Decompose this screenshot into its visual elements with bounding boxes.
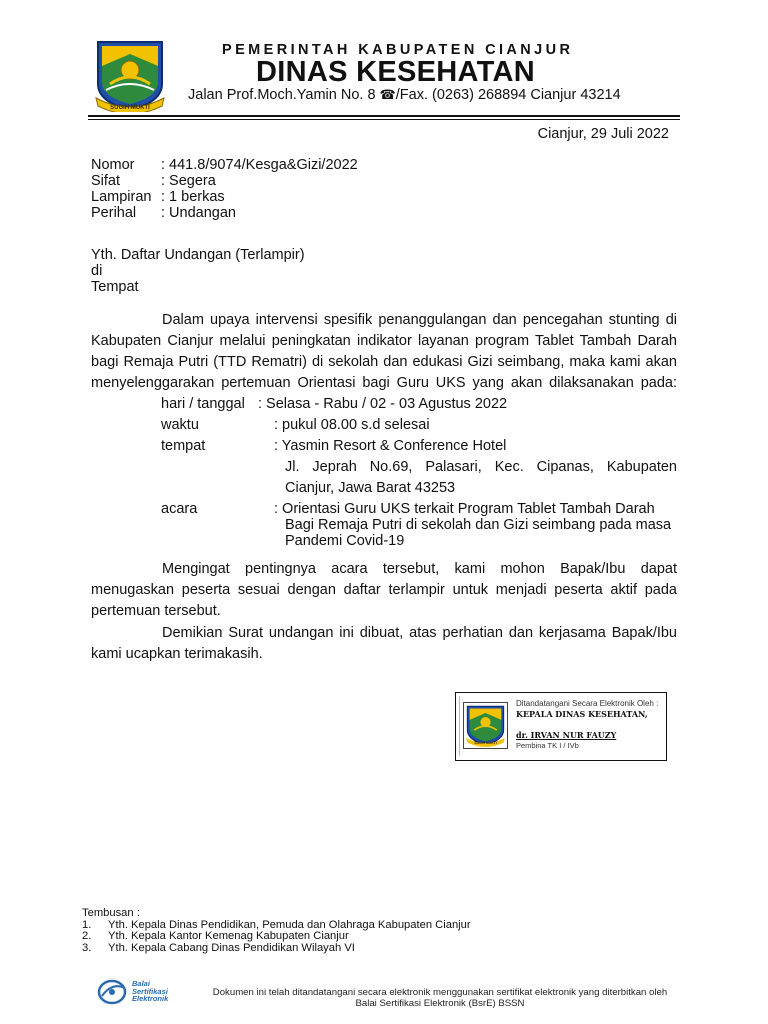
signature-logo-motto: SUGIH MUKTI: [474, 741, 497, 746]
detail-value: : Orientasi Guru UKS terkait Program Tablet Tambah Darah: [274, 501, 655, 517]
meta-key: Nomor: [91, 157, 135, 173]
meta-value: : Undangan: [161, 205, 236, 221]
header-rule-thin: [88, 119, 680, 120]
paragraph-line: Dalam upaya intervensi spesifik penanggulangan dan pencegahan stunting di: [162, 312, 677, 328]
signer-rank: Pembina TK I / IVb: [516, 741, 579, 750]
agency-address: [188, 87, 621, 103]
signer-position: KEPALA DINAS KESEHATAN,: [516, 709, 648, 719]
telephone-icon: ☎: [379, 87, 396, 102]
tembusan-text: Yth. Kepala Dinas Pendidikan, Pemuda dan Olahraga Kabupaten Cianjur: [108, 918, 471, 931]
bsre-logo-word: Sertifikasi: [132, 986, 168, 996]
tembusan-number: 1.: [82, 918, 92, 931]
paragraph-line: Demikian Surat undangan ini dibuat, atas perhatian dan kerjasama Bapak/Ibu: [162, 625, 677, 641]
electronic-signature-footer-note: [190, 987, 690, 1009]
footer-note-line: Balai Sertifikasi Elektronik (BsrE) BSSN: [355, 998, 525, 1009]
tembusan-item: [82, 943, 471, 955]
detail-hari: [161, 396, 507, 412]
detail-acara-line-3: Pandemi Covid-19: [285, 533, 405, 549]
detail-acara-line-2: Bagi Remaja Putri di sekolah dan Gizi seimbang pada masa: [285, 517, 672, 533]
tembusan-text: Yth. Kepala Cabang Dinas Pendidikan Wilayah VI: [108, 941, 355, 954]
detail-key: waktu: [161, 417, 199, 433]
meta-row-nomor: [91, 157, 358, 173]
government-title: PEMERINTAH KABUPATEN CIANJUR: [222, 42, 574, 58]
bsre-logo-text: [132, 980, 168, 1003]
tembusan-number: 2.: [82, 930, 92, 943]
paragraph-line: Kabupaten Cianjur melalui peningkatan indikator layanan program Tablet Tambah Darah: [91, 333, 677, 349]
meta-key: Lampiran: [91, 189, 152, 205]
footer-note-line: Dokumen ini telah ditandatangani secara elektronik menggunakan sertifikat elektronik yang diterbitkan oleh: [212, 987, 668, 998]
bsre-logo-word: Balai: [132, 979, 150, 988]
meta-key: Sifat: [91, 173, 121, 189]
meta-value: : Segera: [161, 173, 216, 189]
detail-value: : pukul 08.00 s.d selesai: [274, 417, 430, 433]
paragraph-line: Mengingat pentingnya acara tersebut, kami mohon Bapak/Ibu dapat: [162, 561, 677, 577]
closing-paragraph-2: [91, 623, 677, 665]
paragraph-line: bagi Remaja Putri (TTD Rematri) di sekolah dan edukasi Gizi seimbang, maka kami akan: [91, 354, 677, 370]
letter-meta: [91, 157, 358, 221]
paragraph-line: menyelenggarakan pertemuan Orientasi bagi Guru UKS yang akan dilaksanakan pada:: [91, 375, 677, 391]
recipient-line: Tempat: [91, 279, 139, 295]
intro-paragraph: [91, 310, 677, 394]
closing-paragraph-1: [91, 559, 677, 622]
meta-key: Perihal: [91, 205, 137, 221]
recipient-line: di: [91, 263, 103, 279]
tembusan-number: 3.: [82, 941, 92, 954]
bsre-logo-icon: [97, 978, 187, 1006]
letter-date: Cianjur, 29 Juli 2022: [537, 126, 669, 142]
meta-value: : 1 berkas: [161, 189, 225, 205]
tembusan-title: Tembusan :: [82, 907, 140, 919]
recipient-line: Yth. Daftar Undangan (Terlampir): [91, 247, 305, 263]
address-part-1: Jalan Prof.Moch.Yamin No. 8: [188, 87, 380, 103]
detail-acara: [161, 501, 655, 517]
detail-key: tempat: [161, 438, 206, 454]
paragraph-line: menugaskan peserta sesuai dengan daftar terlampir untuk menjadi peserta aktif pada: [91, 582, 677, 598]
meta-row-lampiran: [91, 189, 358, 205]
detail-value: : Selasa - Rabu / 02 - 03 Agustus 2022: [258, 396, 508, 412]
logo-motto-text: SUGIH MUKTI: [110, 105, 150, 111]
detail-tempat: [161, 438, 506, 454]
bsre-logo-word: Elektronik: [132, 994, 169, 1003]
meta-row-sifat: [91, 173, 358, 189]
cianjur-coat-of-arms-icon: [92, 40, 168, 112]
signer-name: dr. IRVAN NUR FAUZY: [516, 730, 617, 740]
tembusan-block: [82, 908, 471, 954]
meta-row-perihal: [91, 205, 358, 221]
paragraph-line: kami ucapkan terimakasih.: [91, 646, 263, 662]
detail-key: hari / tanggal: [161, 396, 245, 412]
meta-value: : 441.8/9074/Kesga&Gizi/2022: [161, 157, 358, 173]
address-part-2: /Fax. (0263) 268894 Cianjur 43214: [395, 87, 621, 103]
tembusan-text: Yth. Kepala Kantor Kemenag Kabupaten Cianjur: [108, 930, 349, 943]
recipient-block: [91, 247, 305, 295]
detail-tempat-address-1: Jl. Jeprah No.69, Palasari, Kec. Cipanas, Kabupaten: [285, 459, 677, 475]
electronic-signature-box: [455, 692, 667, 761]
paragraph-line: pertemuan tersebut.: [91, 603, 221, 619]
detail-key: acara: [161, 501, 198, 517]
detail-waktu: [161, 417, 430, 433]
agency-title: DINAS KESEHATAN: [256, 56, 535, 88]
detail-tempat-address-2: Cianjur, Jawa Barat 43253: [285, 480, 456, 496]
signature-coat-of-arms-icon: [463, 702, 508, 749]
header-rule-thick: [88, 115, 680, 117]
detail-value: : Yasmin Resort & Conference Hotel: [274, 438, 507, 454]
signature-note: Ditandatangani Secara Elektronik Oleh :: [516, 699, 659, 708]
